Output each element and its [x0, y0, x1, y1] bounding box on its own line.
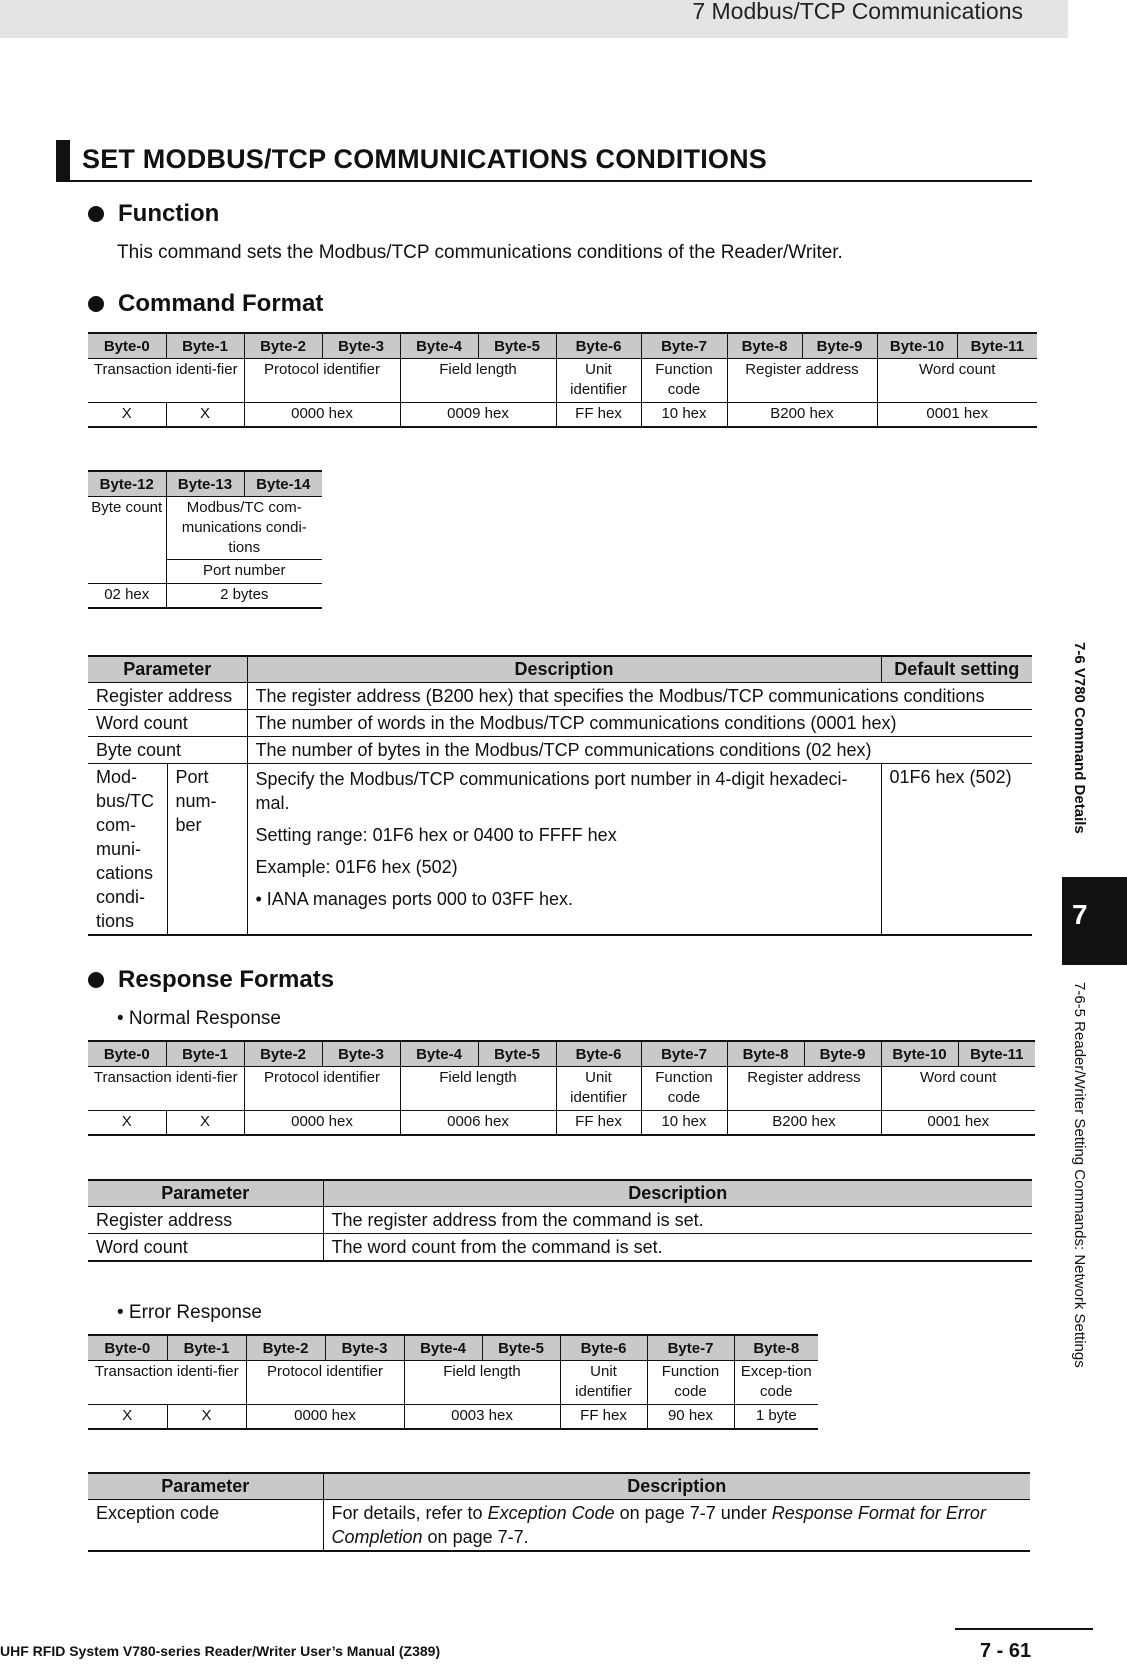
- footer-rule: [955, 1628, 1093, 1630]
- value-cell: 0006 hex: [400, 1111, 556, 1135]
- table-row: [88, 710, 1032, 737]
- byte-header-row: [88, 1335, 818, 1361]
- field-cell: Function code: [641, 359, 727, 403]
- byte-header: Byte-7: [641, 1041, 727, 1067]
- parameter-description: The word count from the command is set.: [323, 1234, 1032, 1262]
- parameter-description: [323, 1500, 1030, 1552]
- field-row: [88, 1067, 1035, 1111]
- value-cell: 0000 hex: [244, 1111, 400, 1135]
- parameter-description: The register address (B200 hex) that specifies the Modbus/TCP communications conditions: [247, 683, 1032, 710]
- bullet-dot-icon: [88, 972, 104, 988]
- byte-header: Byte-0: [88, 333, 166, 359]
- byte-header: Byte-5: [478, 1041, 556, 1067]
- command-format-heading-text: Command Format: [118, 290, 324, 317]
- value-cell: B200 hex: [727, 1111, 881, 1135]
- value-row: [88, 403, 1037, 427]
- value-cell: 0001 hex: [881, 1111, 1035, 1135]
- parameter-header-row: [88, 1180, 1032, 1207]
- parameter-name: Byte count: [88, 737, 247, 764]
- value-cell: 0003 hex: [404, 1405, 560, 1429]
- byte-header: Byte-7: [641, 333, 727, 359]
- response-format-ref: Response Format for Error Completion: [331, 1503, 986, 1547]
- byte-header: Byte-1: [166, 333, 244, 359]
- value-cell: 0009 hex: [400, 403, 556, 427]
- byte-header: Byte-10: [881, 1041, 958, 1067]
- function-heading-text: Function: [118, 200, 220, 227]
- field-cell: Transaction identi-fier: [88, 359, 244, 403]
- byte-header: Byte-2: [244, 333, 322, 359]
- description-text: on page 7-7 under: [614, 1503, 772, 1523]
- parameter-header-row: [88, 1473, 1030, 1500]
- byte-header: Byte-14: [244, 471, 322, 497]
- byte-header: Byte-6: [560, 1335, 647, 1361]
- bullet-dot-icon: [88, 296, 104, 312]
- response-formats-heading-text: Response Formats: [118, 966, 335, 993]
- port-number-cell: Port number: [166, 560, 322, 584]
- value-cell: X: [167, 1405, 246, 1429]
- parameter-description: The number of bytes in the Modbus/TCP communications conditions (02 hex): [247, 737, 1032, 764]
- field-cell: Field length: [400, 359, 556, 403]
- parameter-header: Parameter: [88, 656, 247, 683]
- section-title-text: SET MODBUS/TCP COMMUNICATIONS CONDITIONS: [82, 144, 768, 174]
- field-cell: Field length: [404, 1361, 560, 1405]
- command-format-table-2: [88, 470, 322, 609]
- byte-header: Byte-5: [482, 1335, 560, 1361]
- byte-header: Byte-10: [877, 333, 957, 359]
- byte-header: Byte-13: [166, 471, 244, 497]
- normal-response-parameter-table: [88, 1179, 1032, 1262]
- table-row: [88, 1234, 1032, 1262]
- value-cell: X: [88, 1405, 167, 1429]
- section-title: [56, 140, 1032, 182]
- byte-header: Byte-0: [88, 1335, 167, 1361]
- value-cell: X: [166, 403, 244, 427]
- byte-header: Byte-7: [647, 1335, 734, 1361]
- byte-header: Byte-2: [244, 1041, 322, 1067]
- parameter-name: Register address: [88, 683, 247, 710]
- parameter-header: Parameter: [88, 1473, 323, 1500]
- byte-header: Byte-3: [322, 333, 400, 359]
- description-header: Description: [247, 656, 881, 683]
- value-cell: FF hex: [556, 1111, 641, 1135]
- parameter-name: Word count: [88, 710, 247, 737]
- sidebar-section-label: 7-6 V780 Command Details: [1071, 642, 1088, 834]
- field-cell: Transaction identi-fier: [88, 1067, 244, 1111]
- byte-header: Byte-9: [804, 1041, 881, 1067]
- value-cell: 0000 hex: [244, 403, 400, 427]
- field-cell: Function code: [641, 1067, 727, 1111]
- command-format-table: [88, 332, 1037, 428]
- field-cell: Unit identifier: [556, 359, 641, 403]
- chapter-number: 7: [1072, 899, 1088, 930]
- normal-response-label: • Normal Response: [117, 1008, 281, 1029]
- page-number: 7 - 61: [980, 1640, 1032, 1662]
- byte-header: Byte-4: [404, 1335, 482, 1361]
- table-row: [88, 737, 1032, 764]
- byte-header: Byte-8: [734, 1335, 818, 1361]
- byte-header: Byte-4: [400, 1041, 478, 1067]
- byte-header: Byte-0: [88, 1041, 166, 1067]
- conditions-cell: Modbus/TC com-munications condi-tions: [166, 497, 322, 560]
- field-row: [88, 497, 322, 560]
- function-text: This command sets the Modbus/TCP communications conditions of the Reader/Writer.: [117, 242, 843, 263]
- field-cell: Function code: [647, 1361, 734, 1405]
- byte-header-row: [88, 1041, 1035, 1067]
- table-row: [88, 683, 1032, 710]
- value-row: [88, 1111, 1035, 1135]
- normal-response-table: [88, 1040, 1035, 1136]
- parameter-header: Parameter: [88, 1180, 323, 1207]
- byte-header: Byte-3: [322, 1041, 400, 1067]
- field-cell: Register address: [727, 359, 877, 403]
- value-cell: B200 hex: [727, 403, 877, 427]
- value-cell: 02 hex: [88, 584, 166, 608]
- value-cell: FF hex: [556, 403, 641, 427]
- value-cell: X: [88, 403, 166, 427]
- error-response-table: [88, 1334, 818, 1430]
- description-header: Description: [323, 1473, 1030, 1500]
- value-cell: 1 byte: [734, 1405, 818, 1429]
- parameter-description: The register address from the command is set.: [323, 1207, 1032, 1234]
- parameter-description: The number of words in the Modbus/TCP communications conditions (0001 hex): [247, 710, 1032, 737]
- byte-header: Byte-11: [957, 333, 1037, 359]
- value-cell: 10 hex: [641, 1111, 727, 1135]
- error-response-label: • Error Response: [117, 1302, 262, 1323]
- default-setting-header: Default setting: [881, 656, 1032, 683]
- field-cell: Protocol identifier: [246, 1361, 404, 1405]
- byte-header-row: [88, 333, 1037, 359]
- byte-header: Byte-5: [478, 333, 556, 359]
- byte-header: Byte-6: [556, 1041, 641, 1067]
- byte-header: Byte-11: [958, 1041, 1035, 1067]
- byte-count-cell: Byte count: [88, 497, 166, 584]
- description-line: Example: 01F6 hex (502): [255, 857, 458, 877]
- field-row: [88, 359, 1037, 403]
- byte-header: Byte-8: [727, 333, 802, 359]
- command-format-heading: [88, 290, 323, 318]
- byte-header: Byte-8: [727, 1041, 804, 1067]
- value-cell: X: [166, 1111, 244, 1135]
- response-formats-heading: [88, 966, 334, 994]
- bullet-dot-icon: [88, 206, 104, 222]
- field-row: [88, 1361, 818, 1405]
- table-row: [88, 764, 1032, 936]
- byte-header: Byte-9: [802, 333, 877, 359]
- footer-manual-title: UHF RFID System V780-series Reader/Writer User’s Manual (Z389): [0, 1643, 441, 1659]
- description-line: Specify the Modbus/TCP communications port number in 4-digit hexadeci-mal.: [255, 769, 848, 813]
- field-cell: Register address: [727, 1067, 881, 1111]
- header-title: 7 Modbus/TCP Communications: [692, 0, 1023, 24]
- byte-header: Byte-4: [400, 333, 478, 359]
- byte-header: Byte-12: [88, 471, 166, 497]
- value-cell: 0000 hex: [246, 1405, 404, 1429]
- description-text: on page 7-7.: [422, 1527, 529, 1547]
- error-response-parameter-table: [88, 1472, 1030, 1552]
- description-line: Setting range: 01F6 hex or 0400 to FFFF hex: [255, 825, 617, 845]
- chapter-tab: [1062, 877, 1127, 965]
- byte-header: Byte-6: [556, 333, 641, 359]
- section-title-bar: [56, 140, 70, 182]
- default-setting: 01F6 hex (502): [881, 764, 1032, 936]
- parameter-name: Word count: [88, 1234, 323, 1262]
- byte-header: Byte-1: [167, 1335, 246, 1361]
- field-cell: Word count: [877, 359, 1037, 403]
- field-cell: Transaction identi-fier: [88, 1361, 246, 1405]
- value-row: [88, 1405, 818, 1429]
- table-row: [88, 1207, 1032, 1234]
- byte-header: Byte-2: [246, 1335, 325, 1361]
- parameter-name: Register address: [88, 1207, 323, 1234]
- field-cell: Unit identifier: [556, 1067, 641, 1111]
- value-cell: 2 bytes: [166, 584, 322, 608]
- field-cell: Field length: [400, 1067, 556, 1111]
- exception-code-ref: Exception Code: [487, 1503, 615, 1523]
- description-line: • IANA manages ports 000 to 03FF hex.: [255, 889, 573, 909]
- byte-header-row: [88, 471, 322, 497]
- value-cell: FF hex: [560, 1405, 647, 1429]
- sidebar-subsection-label: 7-6-5 Reader/Writer Setting Commands: Network Settings: [1071, 982, 1088, 1368]
- field-cell: Unit identifier: [560, 1361, 647, 1405]
- parameter-header-row: [88, 656, 1032, 683]
- field-cell: Word count: [881, 1067, 1035, 1111]
- function-heading: [88, 200, 219, 228]
- parameter-name: Mod-bus/TC com-muni-cations condi-tions: [88, 764, 167, 936]
- parameter-description: [247, 764, 881, 936]
- value-row: [88, 584, 322, 608]
- table-row: [88, 1500, 1030, 1552]
- field-cell: Excep-tion code: [734, 1361, 818, 1405]
- field-cell: Protocol identifier: [244, 359, 400, 403]
- value-cell: 10 hex: [641, 403, 727, 427]
- byte-header: Byte-3: [325, 1335, 404, 1361]
- parameter-table: [88, 655, 1032, 936]
- description-text: For details, refer to: [331, 1503, 488, 1523]
- value-cell: X: [88, 1111, 166, 1135]
- parameter-subname: Port num-ber: [167, 764, 247, 936]
- parameter-name: Exception code: [88, 1500, 323, 1552]
- value-cell: 90 hex: [647, 1405, 734, 1429]
- description-header: Description: [323, 1180, 1032, 1207]
- value-cell: 0001 hex: [877, 403, 1037, 427]
- field-cell: Protocol identifier: [244, 1067, 400, 1111]
- byte-header: Byte-1: [166, 1041, 244, 1067]
